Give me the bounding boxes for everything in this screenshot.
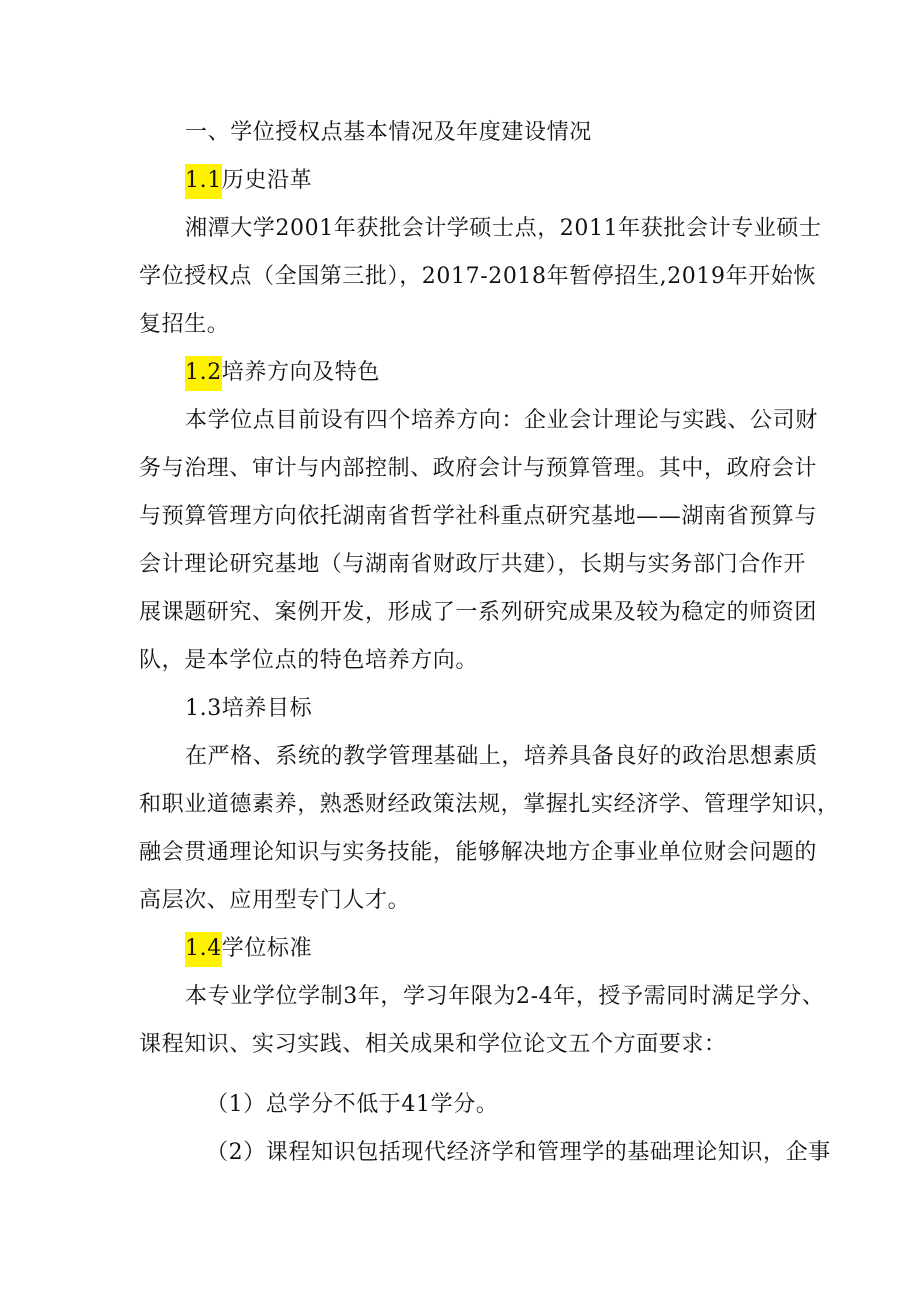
heading-title: 历史沿革	[221, 168, 313, 193]
paragraph-line: 在严格、系统的教学管理基础上，培养具备良好的政治思想素质	[185, 744, 818, 769]
paragraph-line: 与预算管理方向依托湖南省哲学社科重点研究基地——湖南省预算与	[139, 504, 818, 529]
paragraph-line: 本专业学位学制3年，学习年限为2-4年，授予需同时满足学分、	[185, 984, 825, 1009]
paragraph-line: 学位授权点（全国第三批），2017-2018年暂停招生,2019年开始恢	[139, 264, 816, 289]
heading-title: 培养方向及特色	[221, 360, 380, 385]
paragraph-line: 复招生。	[139, 312, 230, 337]
paragraph-line: 务与治理、审计与内部控制、政府会计与预算管理。其中，政府会计	[139, 456, 818, 481]
heading-1-4	[185, 934, 865, 964]
paragraph-line: 高层次、应用型专门人才。	[139, 888, 411, 913]
heading-number-highlight: 1.4	[185, 932, 222, 967]
paragraph-line: 队，是本学位点的特色培养方向。	[139, 648, 479, 673]
paragraph-line: 和职业道德素养，熟悉财经政策法规，掌握扎实经济学、管理学知识，	[139, 792, 840, 817]
heading-number-highlight: 1.1	[185, 164, 222, 199]
paragraph-line: 本学位点目前设有四个培养方向：企业会计理论与实践、公司财	[185, 408, 818, 433]
paragraph-line: 课程知识、实习实践、相关成果和学位论文五个方面要求：	[139, 1032, 727, 1057]
paragraph-line: 展课题研究、案例开发，形成了一系列研究成果及较为稳定的师资团	[139, 600, 818, 625]
heading-title: 学位标准	[221, 936, 313, 961]
paragraph-line: 融会贯通理论知识与实务技能，能够解决地方企事业单位财会问题的	[139, 840, 818, 865]
list-item: （2）课程知识包括现代经济学和管理学的基础理论知识，企事	[206, 1140, 831, 1165]
section-title: 一、学位授权点基本情况及年度建设情况	[185, 120, 592, 145]
heading-1-1	[185, 166, 865, 196]
list-item: （1）总学分不低于41学分。	[206, 1092, 499, 1117]
heading-1-2	[185, 358, 865, 388]
heading-number-highlight: 1.2	[185, 356, 222, 391]
heading-1-3: 1.3培养目标	[185, 696, 313, 721]
paragraph-line: 会计理论研究基地（与湖南省财政厅共建），长期与实务部门合作开	[139, 552, 807, 577]
paragraph-line: 湘潭大学2001年获批会计学硕士点，2011年获批会计专业硕士	[185, 216, 822, 241]
